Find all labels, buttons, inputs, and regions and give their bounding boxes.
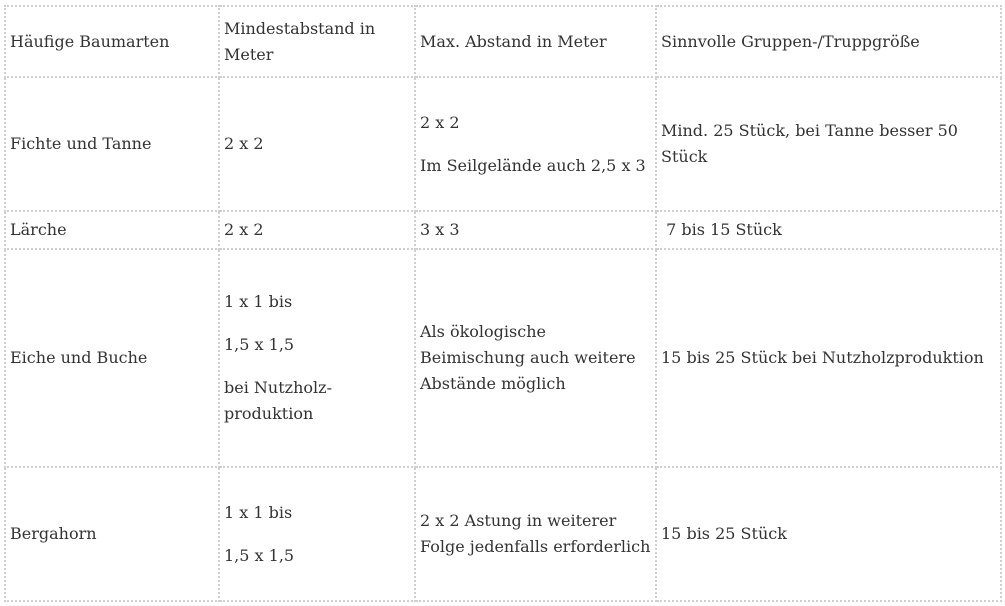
cell-max-abstand — [415, 77, 656, 211]
tree-spacing-table — [4, 5, 1002, 602]
cell-mindestabstand — [219, 467, 415, 601]
cell-text: Als ökologische Beimischung auch weitere Abstände möglich — [420, 322, 636, 393]
header-row — [5, 6, 1001, 77]
cell-text: 1 x 1 bis — [224, 292, 293, 311]
cell-mindestabstand — [219, 211, 415, 249]
cell-text: 2 x 2 — [420, 112, 460, 132]
cell-text: 1 x 1 bis — [224, 502, 293, 522]
cell-gruppengroesse: 15 bis 25 Stück — [656, 467, 1001, 601]
cell-text: bei Nutzholz-produktion — [224, 378, 332, 423]
cell-text: 2 x 2 Astung in weiterer Folge jedenfalls erforderlich — [420, 511, 651, 556]
header-cell-gruppengroesse: Sinnvolle Gruppen-/Truppgröße — [656, 6, 1001, 77]
cell-text: 3 x 3 — [420, 220, 460, 239]
cell-text: Im Seilgelände auch 2,5 x 3 — [420, 155, 646, 175]
cell-baumart: Eiche und Buche — [5, 249, 219, 467]
cell-gruppengroesse: 15 bis 25 Stück bei Nutzholzproduktion — [656, 249, 1001, 467]
cell-text: 1,5 x 1,5 — [224, 545, 295, 565]
cell-baumart: Bergahorn — [5, 467, 219, 601]
cell-baumart: Lärche — [5, 211, 219, 249]
cell-max-abstand — [415, 467, 656, 601]
cell-mindestabstand — [219, 77, 415, 211]
cell-gruppengroesse: Mind. 25 Stück, bei Tanne besser 50 Stück — [656, 77, 1001, 211]
cell-max-abstand — [415, 249, 656, 467]
cell-mindestabstand — [219, 249, 415, 467]
table-row — [5, 467, 1001, 601]
table-row — [5, 211, 1001, 249]
cell-baumart: Fichte und Tanne — [5, 77, 219, 211]
table-container — [4, 5, 1002, 602]
header-cell-mindestabstand: Mindestabstand in Meter — [219, 6, 415, 77]
cell-text: 2 x 2 — [224, 220, 264, 239]
header-cell-baumarten: Häufige Baumarten — [5, 6, 219, 77]
table-row — [5, 249, 1001, 467]
table-row — [5, 77, 1001, 211]
header-cell-max-abstand: Max. Abstand in Meter — [415, 6, 656, 77]
cell-text: 1,5 x 1,5 — [224, 335, 295, 354]
cell-gruppengroesse: 7 bis 15 Stück — [656, 211, 1001, 249]
cell-text: 2 x 2 — [224, 134, 264, 153]
cell-max-abstand — [415, 211, 656, 249]
